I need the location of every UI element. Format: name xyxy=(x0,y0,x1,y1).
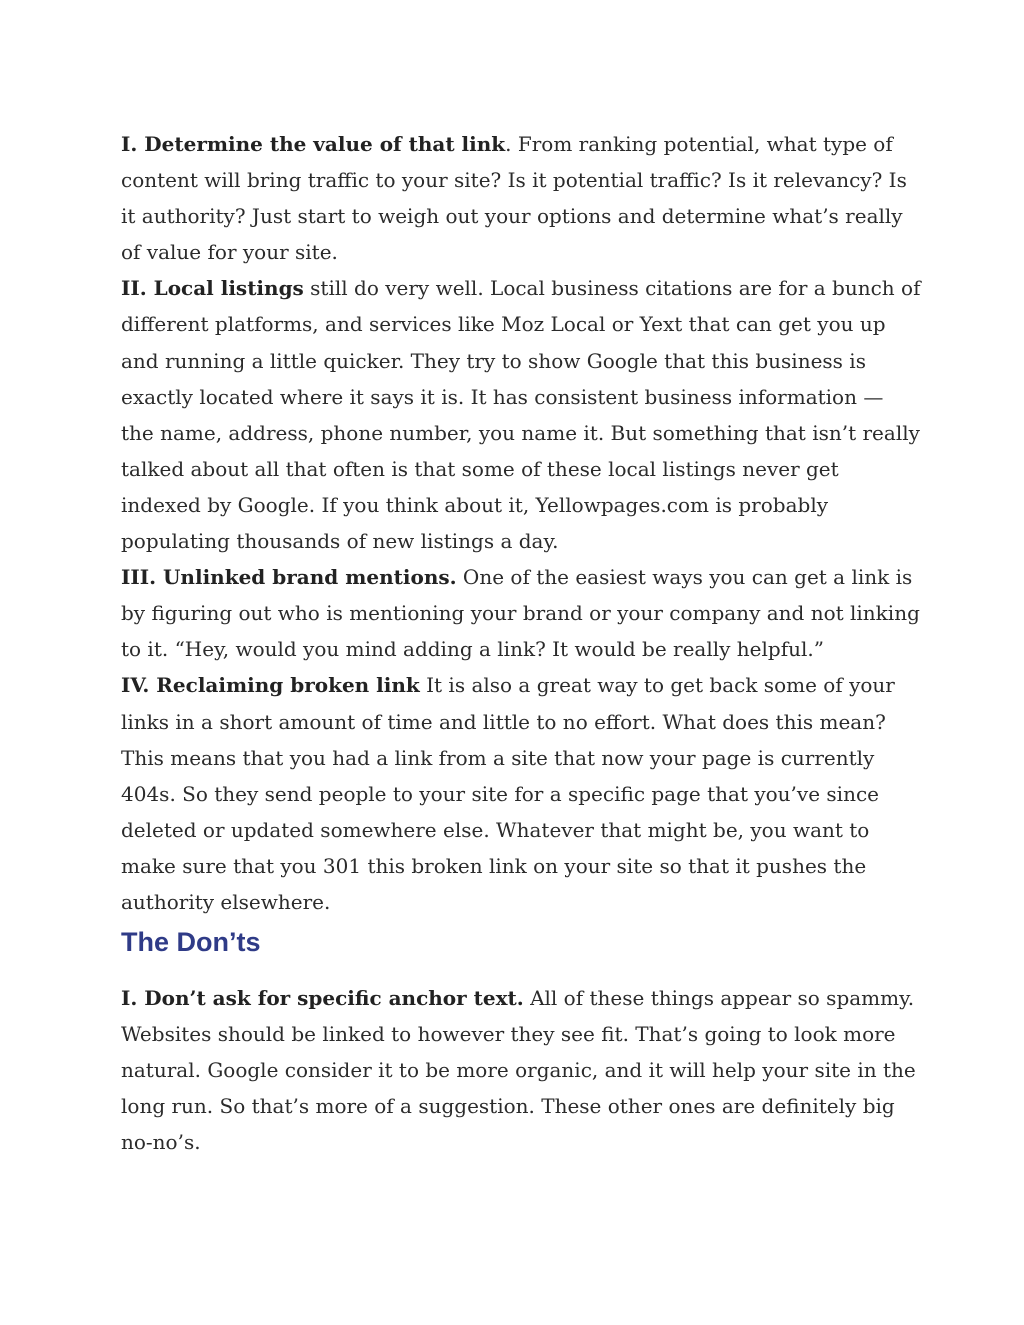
document-page xyxy=(121,126,921,1161)
paragraph-lead: III. Unlinked brand mentions. xyxy=(121,565,457,590)
paragraph-determine-value xyxy=(121,126,921,270)
paragraph-text: One of the easiest ways you can get a link is by figuring out who is mentioning your brand or your company and not linking to it. “Hey, would you mind adding a link? It would be really helpful.” xyxy=(121,565,920,662)
paragraph-lead: II. Local listings xyxy=(121,276,304,301)
paragraph-lead: IV. Reclaiming broken link xyxy=(121,673,420,698)
paragraph-broken-link xyxy=(121,667,921,920)
paragraph-local-listings xyxy=(121,270,921,559)
paragraph-lead: I. Determine the value of that link xyxy=(121,132,506,156)
paragraph-lead: I. Don’t ask for specific anchor text. xyxy=(121,986,524,1011)
paragraph-text: still do very well. Local business citations are for a bunch of different platforms, and services like Moz Local or Yext that can get you up and running a little quicker. They try to show Google that this business is exactly located where it says it is. It has consistent business information — the name, address, phone number, you name it. But something that isn’t really talked about all that often is that some of these local listings never get indexed by Google. If you think about it, Yellowpages.com is probably populating thousands of new listings a day. xyxy=(121,276,921,554)
paragraph-anchor-text xyxy=(121,980,921,1160)
paragraph-text: It is also a great way to get back some of your links in a short amount of time and little to no effort. What does this mean? This means that you had a link from a site that now your page is currently 404s. So they send people to your site for a specific page that you’ve since deleted or updated somewhere else. Whatever that might be, you want to make sure that you 301 this broken link on your site so that it pushes the authority elsewhere. xyxy=(121,673,895,914)
paragraph-text: . From ranking potential, what type of content will bring traffic to your site? Is it potential traffic? Is it relevancy? Is it authority? Just start to weigh out your options and determine what’s really of value for your site. xyxy=(121,132,907,265)
section-heading-donts: The Don’ts xyxy=(121,927,261,958)
paragraph-unlinked-mentions xyxy=(121,559,921,667)
paragraph-text: All of these things appear so spammy. Websites should be linked to however they see fit. That’s going to look more natural. Google consider it to be more organic, and it will help your site in the long run. So that’s more of a suggestion. These other ones are definitely big no-no’s. xyxy=(121,986,916,1155)
